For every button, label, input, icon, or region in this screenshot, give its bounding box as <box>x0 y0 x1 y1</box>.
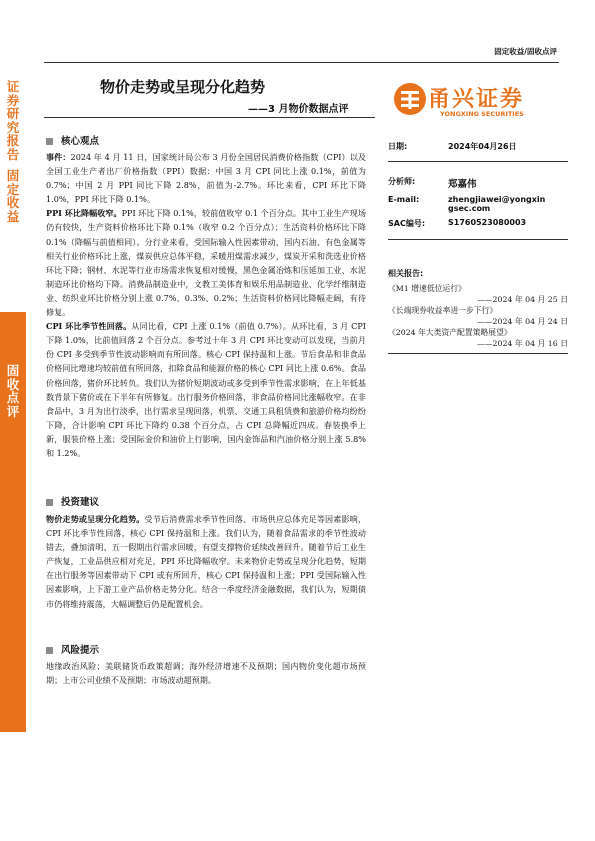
section-heading-risk: 风险提示 <box>46 642 99 656</box>
brand-name: 甬兴证券 <box>428 87 525 112</box>
paragraph-cpi: CPI 环比季节性回落。从同比看，CPI 上涨 0.1%（前值 0.7%）。从环比看，3 月 CPI 下降 1.0%，比前值回落 2 个百分点。参考过十年 3 月 CPI 环比变动可以发现，当前月份 CPI 多受到季节性波动影响而有所回落。核心 CPI 保持温和上涨。节后食品和非食品价格同比增速均较前值有所回落，扣除食品和能源价格的核心 CPI 同比上涨 0.6%。食品价格回落，猪价环比转负。我们认为猪价短期波动或多受到季节性需求影响，在上年低基数背景下猪价或在下半年有所修复。出行服务价格回落，非食品价格同比涨幅收窄。在非食品中，3 月为出行淡季，出行需求呈现回落，机票、交通工具租赁费和旅游价格均纷纷下降，合计影响 CPI 环比下降约 0.38 个百分点，占 CPI 总降幅近四成。春装换季上新，服装价格上涨；受国际金价和油价上行影响，国内金饰品和汽油价格分别上涨 5.8%和 1.2%。 <box>46 321 366 458</box>
header-divider <box>44 62 559 63</box>
date-row: 日期: 2024年04月26日 <box>388 142 517 151</box>
paragraph-ppi: PPI 环比降幅收窄。PPI 环比下降 0.1%，较前值收窄 0.1 个百分点。其中工业生产现场仍有较快，生产资料价格环比下降 0.1%（收窄 0.2 个百分点）；生活资料价格环比下降 0.1%（降幅与前值相同）。分行业来看，受国际输入性因素带动，国内石油、有色金属等相关行业价格环比上涨，煤炭供应总体平稳，采暖用煤需求减少，煤炭开采和洗选业价格环比下降；钢材、水泥等行业市场需求恢复相对缓慢，黑色金属冶炼和压延加工业、水泥制造环比价格均下降。消费品制造业中，文教工美体育和娱乐用品制造业、化学纤维制造业、纺织业环比价格分别上涨 0.7%、0.3%、0.2%；生活资料价格同比降幅走阔，有待修复。 <box>46 208 366 318</box>
related-report-date: ——2024 年 04 月 24 日 <box>476 317 568 326</box>
analyst-row: 分析师: 郑嘉伟 <box>388 177 477 190</box>
core-body <box>46 150 366 460</box>
related-report-link[interactable]: 《长端现券收益率进一步下行》 <box>388 306 498 315</box>
related-reports: 相关报告: 《M1 增速低位运行》 ——2024 年 04 月 25 日 《长端现券收益率进一步下行》 ——2024 年 04 月 24 日 《2024 年大类资产配置策略展望》 ——2024 年 04 月 16 日 <box>388 268 568 354</box>
sac-row: SAC编号: S1760523080003 <box>388 218 527 228</box>
header-category: 固定收益/固收点评 <box>494 47 557 56</box>
sidebar-bottom-label: 固 收 点 评 <box>0 312 26 732</box>
risk-body: 地缘政治风险；美联储货币政策超调；海外经济增速不及预期；国内物价变化超市场预期；上市公司业绩不及预期；市场波动超预期。 <box>46 661 366 686</box>
section-heading-core: 核心观点 <box>46 133 99 147</box>
brand-name-en: YONGXING SECURITIES <box>440 110 524 118</box>
related-report-date: ——2024 年 04 月 16 日 <box>476 339 568 348</box>
report-subtitle: ——3 月物价数据点评 <box>248 104 349 115</box>
related-report-link[interactable]: 《2024 年大类资产配置策略展望》 <box>388 328 512 337</box>
report-title: 物价走势或呈现分化趋势 <box>100 78 266 96</box>
related-report-date: ——2024 年 04 月 25 日 <box>476 295 568 304</box>
email-link[interactable]: zhengjiawei@yongxin <box>448 195 546 204</box>
sidebar-top-label: 证 券 研 究 报 告 固 定 收 益 <box>0 70 26 290</box>
email-row: E-mail: zhengjiawei@yongxin gsec.com <box>388 195 546 213</box>
bullet-square-icon <box>46 138 53 145</box>
report-info <box>388 141 568 240</box>
title-divider <box>44 117 375 118</box>
brand-logo-icon <box>393 82 427 116</box>
bullet-square-icon <box>46 647 53 654</box>
invest-body: 物价走势或呈现分化趋势。受节后消费需求季节性回落、市场供应总体充足等因素影响，CPI 环比季节性回落，核心 CPI 保持温和上涨。我们认为，随着食品需求的季节性波动错去，叠加清明、五一假期出行需求回暖，有望支撑物价延续改善回升。随着节后工业生产恢复，工业品供应相对充足，PPI 环比降幅收窄。未来物价走势或呈现分化趋势，短期在出行服务等因素带动下 CPI 或有所回升，核心 CPI 保持温和上涨；PPI 受国际输入性因素影响，上下游工业产品价格走势分化。结合一季度经济金融数据，我们认为，短期债市仍将维持震荡，大幅调整后仍是配置机会。 <box>46 514 366 609</box>
related-report-link[interactable]: 《M1 增速低位运行》 <box>388 284 466 293</box>
sidebar <box>0 70 26 290</box>
section-heading-invest: 投资建议 <box>46 494 99 508</box>
bullet-square-icon <box>46 499 53 506</box>
paragraph-event: 事件：2024 年 4 月 11 日，国家统计局公布 3 月份全国居民消费价格指数（CPI）以及全国工业生产者出厂价格指数（PPI）数据：中国 3 月 CPI 同比上涨 0.1%，前值为 0.7%；中国 2 月 PPI 同比下降 2.8%，前值为-2.7%。环比来看，CPI 环比下降 1.0%，PPI 环比下降 0.1%。 <box>46 152 366 205</box>
